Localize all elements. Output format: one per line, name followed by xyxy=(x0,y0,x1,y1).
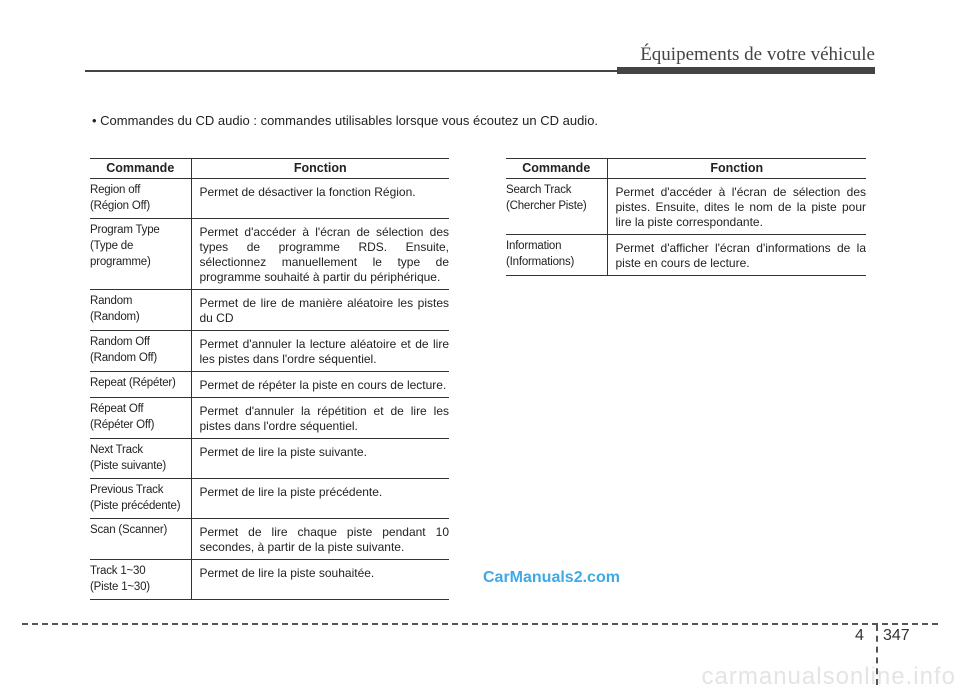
table-row xyxy=(90,179,449,219)
table-row xyxy=(506,235,866,276)
function-cell: Permet de lire la piste suivante. xyxy=(191,439,449,479)
chapter-number: 4 xyxy=(855,627,864,644)
column-header-command: Commande xyxy=(90,159,191,179)
command-cell: Scan (Scanner) xyxy=(90,519,191,560)
function-cell: Permet de lire chaque piste pendant 10 secondes, à partir de la piste suivante. xyxy=(191,519,449,560)
table-row xyxy=(90,479,449,519)
command-cell: Search Track (Chercher Piste) xyxy=(506,179,607,235)
table-row xyxy=(506,179,866,235)
footer-dashed-rule xyxy=(22,623,938,625)
command-cell: Information (Informations) xyxy=(506,235,607,276)
function-cell: Permet de lire la piste souhaitée. xyxy=(191,560,449,600)
command-cell: Random (Random) xyxy=(90,290,191,331)
function-cell: Permet d'annuler la répétition et de lire les pistes dans l'ordre séquentiel. xyxy=(191,398,449,439)
watermark-logo: CarManuals2.com xyxy=(483,569,620,586)
header-bar xyxy=(617,67,875,74)
table-row xyxy=(90,372,449,398)
table-row xyxy=(90,331,449,372)
table-row xyxy=(90,290,449,331)
command-cell: Next Track (Piste suivante) xyxy=(90,439,191,479)
command-cell: Previous Track (Piste précédente) xyxy=(90,479,191,519)
function-cell: Permet d'accéder à l'écran de sélection des pistes. Ensuite, dites le nom de la piste pour lire la piste correspondante. xyxy=(607,179,866,235)
column-header-function: Fonction xyxy=(607,159,866,179)
intro-text: • Commandes du CD audio : commandes utilisables lorsque vous écoutez un CD audio. xyxy=(92,113,599,128)
function-cell: Permet d'accéder à l'écran de sélection des types de programme RDS. Ensuite, sélectionnez manuellement le type de programme souhaité à partir du périphérique. xyxy=(191,219,449,290)
command-cell: Program Type (Type de programme) xyxy=(90,219,191,290)
function-cell: Permet d'annuler la lecture aléatoire et de lire les pistes dans l'ordre séquentiel. xyxy=(191,331,449,372)
table-row xyxy=(90,439,449,479)
table-row xyxy=(90,560,449,600)
function-cell: Permet de désactiver la fonction Région. xyxy=(191,179,449,219)
function-cell: Permet de lire la piste précédente. xyxy=(191,479,449,519)
command-cell: Random Off (Random Off) xyxy=(90,331,191,372)
table-row xyxy=(90,398,449,439)
table-row xyxy=(90,219,449,290)
function-cell: Permet d'afficher l'écran d'informations de la piste en cours de lecture. xyxy=(607,235,866,276)
page-header-title: Équipements de votre véhicule xyxy=(640,44,875,65)
right-command-table xyxy=(506,158,866,276)
command-cell: Repeat (Répéter) xyxy=(90,372,191,398)
column-header-function: Fonction xyxy=(191,159,449,179)
table-row xyxy=(90,519,449,560)
page-number: 347 xyxy=(883,627,910,644)
function-cell: Permet de lire de manière aléatoire les pistes du CD xyxy=(191,290,449,331)
column-header-command: Commande xyxy=(506,159,607,179)
function-cell: Permet de répéter la piste en cours de lecture. xyxy=(191,372,449,398)
command-cell: Répeat Off (Répéter Off) xyxy=(90,398,191,439)
command-cell: Track 1~30 (Piste 1~30) xyxy=(90,560,191,600)
left-command-table xyxy=(90,158,449,600)
command-cell: Region off (Région Off) xyxy=(90,179,191,219)
header-rule xyxy=(85,70,617,72)
footer-site-watermark: carmanualsonline.info xyxy=(701,663,956,690)
